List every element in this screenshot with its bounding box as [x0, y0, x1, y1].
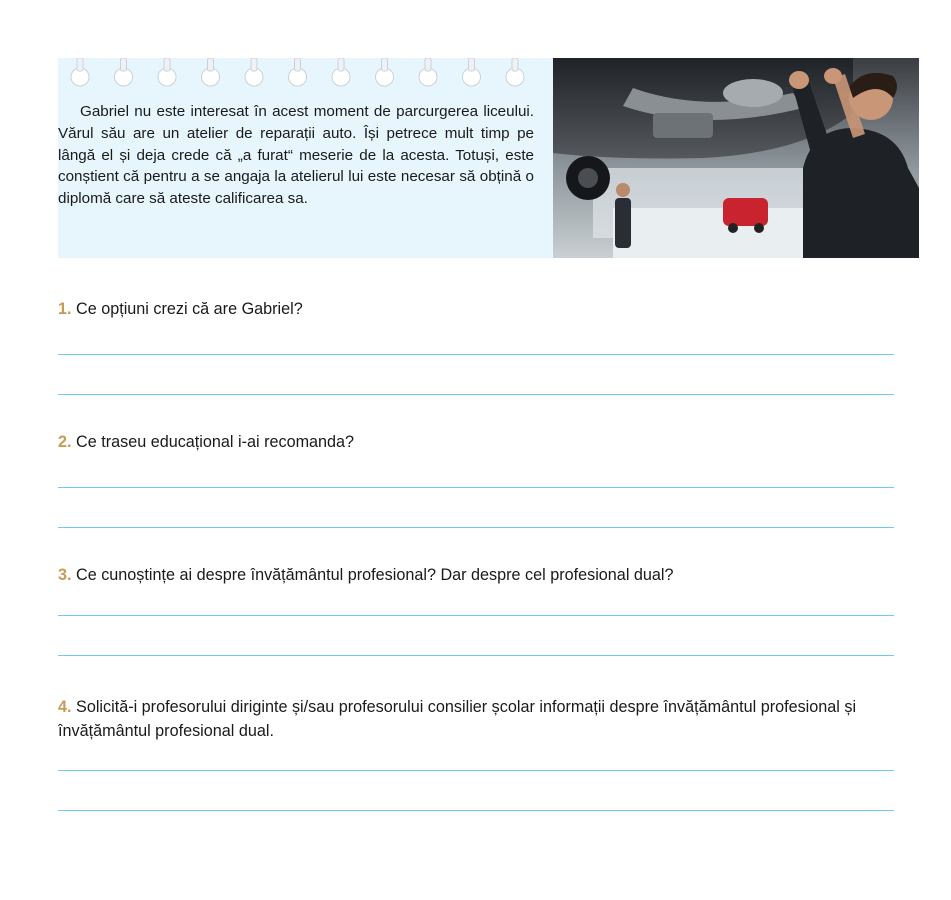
question-4-number: 4. — [58, 698, 72, 716]
answer-line-4a[interactable] — [58, 770, 894, 771]
answer-line-1a[interactable] — [58, 354, 894, 355]
question-1-text: Ce opțiuni crezi că are Gabriel? — [76, 300, 303, 318]
spiral-binding-icon — [58, 58, 553, 94]
car-mechanic-photo — [553, 58, 919, 258]
story-text: Gabriel nu este interesat în acest moment de parcurgerea liceului. Vărul său are un atelier de reparații auto. Își petrece mult timp pe lângă el și deja crede că „a furat“ meserie de la acesta. Totuși, este conștient că pentru a se angaja la atelierul lui este necesar să obțină o diplomă care să ateste calificarea sa. — [58, 103, 534, 208]
question-4-text: Solicită-i profesorului diriginte și/sau profesorului consilier școlar informații despre învățământul profesional și învățământul profesional dual. — [58, 698, 857, 740]
question-3-number: 3. — [58, 566, 72, 584]
question-2-text: Ce traseu educațional i-ai recomanda? — [76, 433, 355, 451]
story-note — [58, 58, 553, 258]
question-3-text: Ce cunoștințe ai despre învățământul profesional? Dar despre cel profesional dual? — [76, 566, 674, 584]
answer-line-2b[interactable] — [58, 527, 894, 528]
question-3 — [58, 563, 894, 587]
question-2-number: 2. — [58, 433, 72, 451]
answer-line-4b[interactable] — [58, 810, 894, 811]
question-1 — [58, 297, 894, 321]
question-4 — [58, 695, 894, 743]
answer-line-3b[interactable] — [58, 655, 894, 656]
answer-line-1b[interactable] — [58, 394, 894, 395]
answer-line-3a[interactable] — [58, 615, 894, 616]
question-1-number: 1. — [58, 300, 72, 318]
question-2 — [58, 430, 894, 454]
answer-line-2a[interactable] — [58, 487, 894, 488]
car-mechanic-photo-icon — [553, 58, 919, 258]
